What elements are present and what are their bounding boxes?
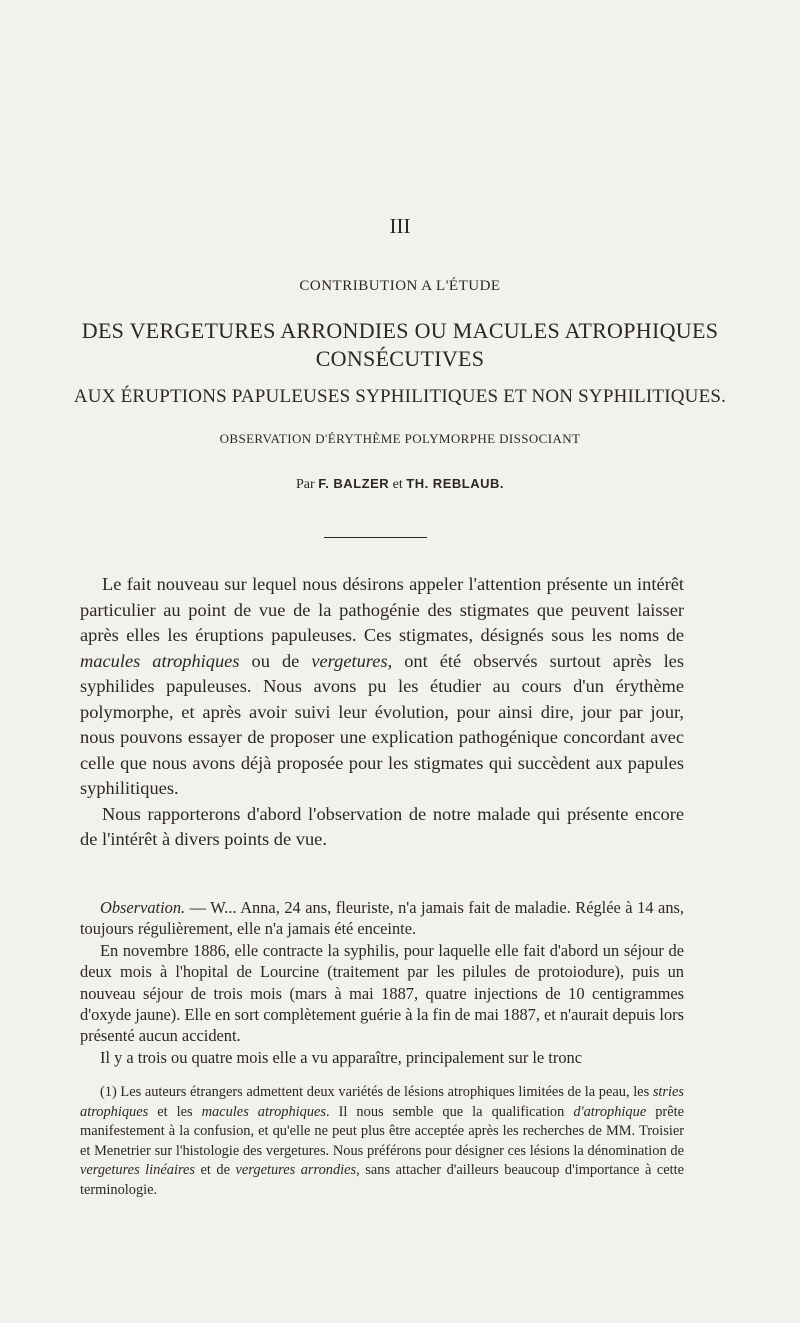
by-conjunction: et xyxy=(392,477,403,492)
contribution-heading: CONTRIBUTION A L'ÉTUDE xyxy=(299,278,501,294)
intro-p1-emphasis-2: vergetures xyxy=(311,650,388,671)
footnote xyxy=(80,1083,684,1201)
intro-p1-text-b: ou de xyxy=(239,650,312,671)
footnote-text-f: , sans attacher d'ailleurs beaucoup d'importance à cette terminologie. xyxy=(80,1162,685,1198)
footnote-text-a: (1) Les auteurs étrangers admettent deux variétés de lésions atrophiques limitées de la peau, les xyxy=(100,1084,653,1100)
observation-subtitle: OBSERVATION D'ÉRYTHÈME POLYMORPHE DISSOCIANT xyxy=(219,431,581,446)
intro-paragraph-1 xyxy=(80,572,684,802)
byline xyxy=(0,476,800,493)
footnote-emphasis-3: d'atrophique xyxy=(573,1103,647,1120)
observation-text xyxy=(80,897,684,1068)
intro-p1-text-a: Le fait nouveau sur lequel nous désirons appeler l'attention présente un intérêt particulier au point de vue de la pathogénie des stigmates que peuvent laisser après elles les éruptions papuleuses. Ces stigmates, désignés sous les noms de xyxy=(80,574,684,645)
section-number: III xyxy=(389,214,411,238)
footnote-emphasis-4: vergetures linéaires xyxy=(80,1162,196,1179)
separator-rule xyxy=(324,537,427,538)
by-prefix: Par xyxy=(296,477,315,492)
footnote-emphasis-2: macules atrophiques xyxy=(201,1103,327,1120)
observation-paragraph-3: Il y a trois ou quatre mois elle a vu apparaître, principalement sur le tronc xyxy=(100,1047,582,1067)
observation-paragraph-2: En novembre 1886, elle contracte la syphilis, pour laquelle elle fait d'abord un séjour de deux mois à l'hopital de Lourcine (traitement par les pilules de protoiodure), puis un nouveau séjour de trois mois (mars à mai 1887, quatre injections de 10 centigrammes d'oxyde jaune). Elle en sort complètement guérie à la fin de mai 1887, et n'aurait depuis lors présenté aucun accident. xyxy=(80,940,684,1046)
observation-label: Observation. xyxy=(100,898,186,917)
author-2: TH. REBLAUB. xyxy=(406,476,504,491)
intro-p1-emphasis-1: macules atrophiques xyxy=(80,650,240,671)
intro-p1-text-c: , ont été observés surtout après les syphilides papuleuses. Nous avons pu les étudier au cours d'un érythème polymorphe, et après avoir suivi leur évolution, pour ainsi dire, jour par jour, nous pouvons essayer de proposer une explication pathogénique concordant avec celle que nous avons déjà proposée pour les stigmates qui succèdent aux papules syphilitiques. xyxy=(80,650,685,798)
footnote-emphasis-1: stries atrophiques xyxy=(80,1084,684,1120)
footnote-text-e: et de xyxy=(195,1162,236,1179)
title-line-3: AUX ÉRUPTIONS PAPULEUSES SYPHILITIQUES ET NON SYPHILITIQUES. xyxy=(73,386,727,407)
intro-text xyxy=(80,572,684,853)
title-line-1: DES VERGETURES ARRONDIES OU MACULES ATROPHIQUES xyxy=(81,318,719,343)
footnote-text-c: . Il nous semble que la qualification xyxy=(326,1103,574,1120)
author-1: F. BALZER xyxy=(318,476,390,491)
footnote-emphasis-5: vergetures arrondies xyxy=(235,1162,357,1179)
footnote-text-b: et les xyxy=(148,1103,202,1120)
footnote-text-d: prête manifestement à la confusion, et qu'elle ne peut plus être acceptée après les recherches de MM. Troisier et Menetrier sur l'histologie des vergetures. Nous préférons pour désigner ces lésions la dénomination de xyxy=(80,1103,684,1159)
observation-p1-text: — W... Anna, 24 ans, fleuriste, n'a jamais fait de maladie. Réglée à 14 ans, toujours régulièrement, elle n'a jamais été enceinte. xyxy=(80,898,684,939)
title-line-2: CONSÉCUTIVES xyxy=(315,346,485,371)
observation-paragraph-1 xyxy=(80,897,684,940)
footnote-paragraph xyxy=(80,1083,684,1201)
intro-paragraph-2: Nous rapporterons d'abord l'observation de notre malade qui présente encore de l'intérêt à divers points de vue. xyxy=(80,803,684,849)
